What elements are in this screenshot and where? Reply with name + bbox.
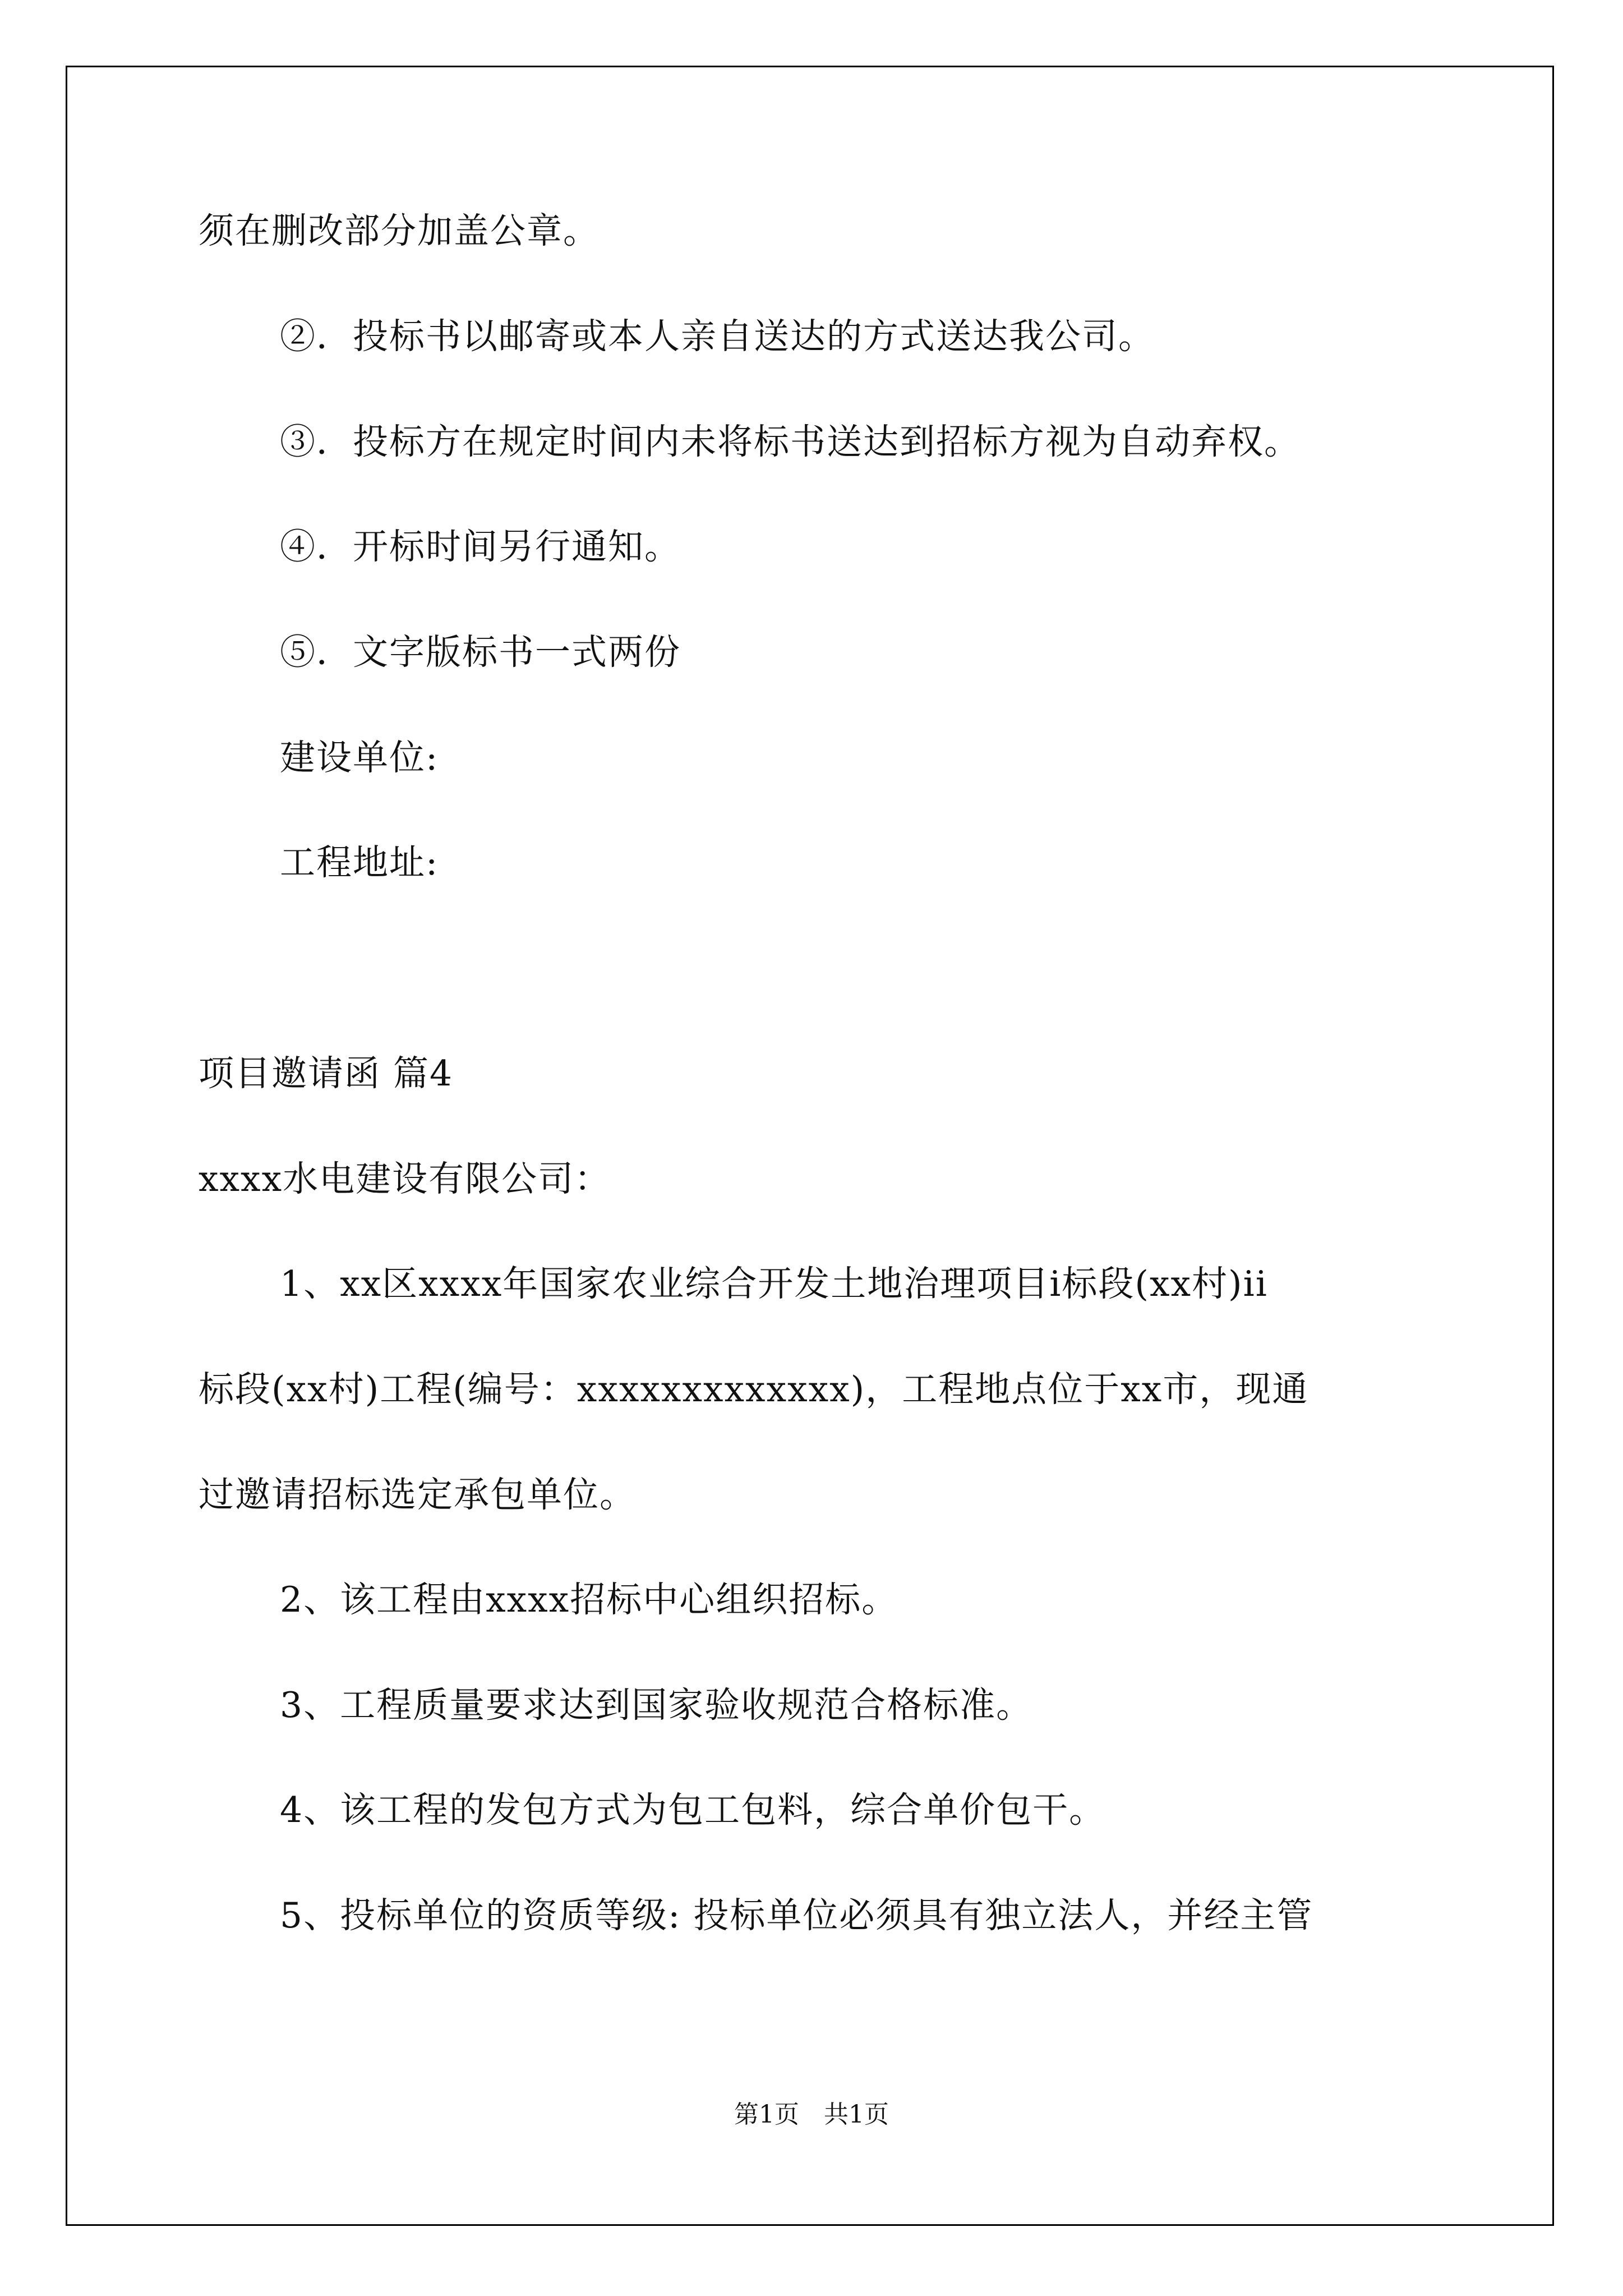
paragraph-line: 须在删改部分加盖公章。 (199, 210, 600, 251)
list-item-4: ④．开标时间另行通知。 (280, 526, 681, 567)
paragraph-line: 过邀请招标选定承包单位。 (199, 1474, 636, 1515)
field-construction-unit: 建设单位: (280, 737, 439, 778)
list-item-2: ②．投标书以邮寄或本人亲自送达的方式送达我公司。 (280, 316, 1155, 357)
section-heading: 项目邀请函 篇4 (199, 1053, 454, 1094)
page-number-footer: 第1页 共1页 (734, 2100, 889, 2129)
salutation: xxxx水电建设有限公司： (199, 1158, 611, 1199)
paragraph-line: 5、投标单位的资质等级: 投标单位必须具有独立法人，并经主管 (280, 1895, 1313, 1936)
list-item-3: ③．投标方在规定时间内未将标书送达到招标方视为自动弃权。 (280, 421, 1301, 462)
paragraph-line: 3、工程质量要求达到国家验收规范合格标准。 (280, 1685, 1033, 1726)
paragraph-line: 2、该工程由xxxx招标中心组织招标。 (280, 1579, 898, 1620)
paragraph-line: 4、该工程的发包方式为包工包料，综合单价包干。 (280, 1789, 1106, 1830)
paragraph-line: 1、xx区xxxx年国家农业综合开发土地治理项目i标段(xx村)ii (280, 1263, 1268, 1304)
field-project-address: 工程地址: (280, 842, 439, 883)
list-item-5: ⑤．文字版标书一式两份 (280, 632, 681, 673)
paragraph-line: 标段(xx村)工程(编号：xxxxxxxxxxxxx)，工程地点位于xx市，现通 (199, 1369, 1309, 1410)
